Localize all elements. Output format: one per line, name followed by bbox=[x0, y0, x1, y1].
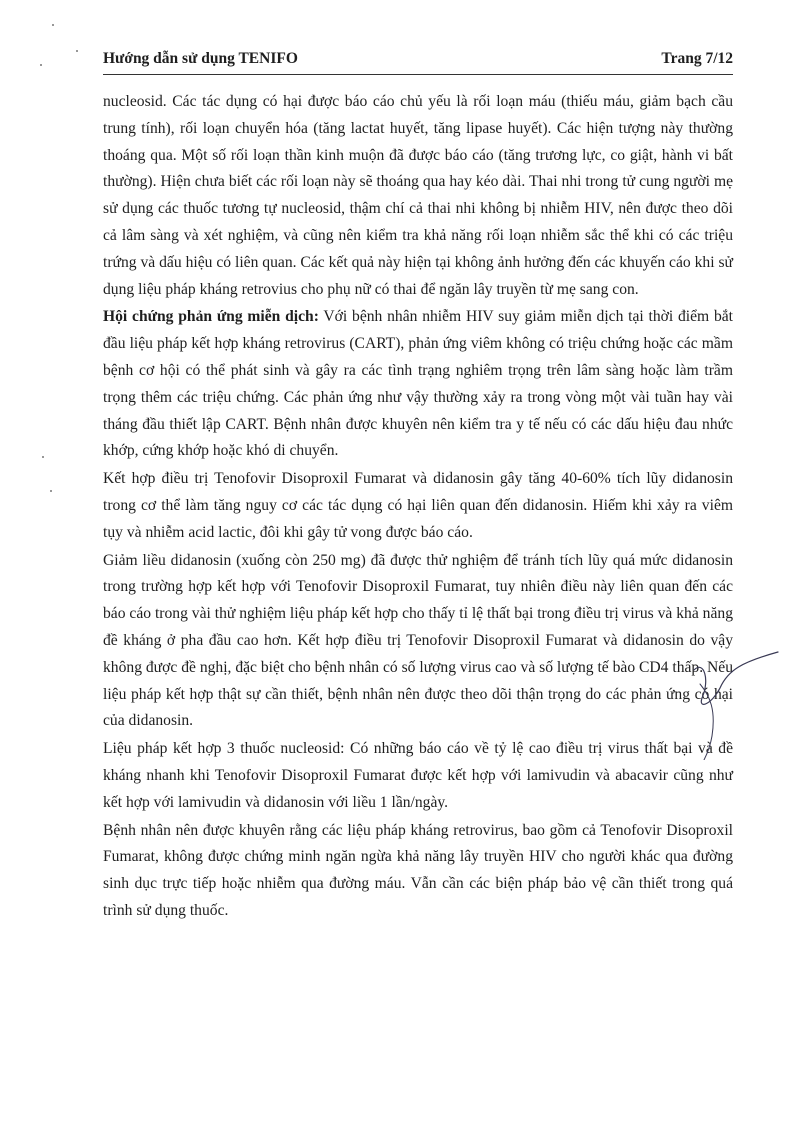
paragraph bbox=[103, 466, 733, 546]
paragraph-text: Liệu pháp kết hợp 3 thuốc nucleosid: Có những báo cáo về tỷ lệ cao điều trị virus thất bại và đề kháng nhanh khi Tenofovir Disoproxil Fumarat được kết hợp với lamivudin và abacavir cũng như kết hợp với lamivudin và didanosin với liều 1 lần/ngày. bbox=[103, 740, 733, 811]
scan-speck bbox=[76, 50, 78, 52]
scan-speck bbox=[42, 456, 44, 458]
paragraph-text: Bệnh nhân nên được khuyên rằng các liệu pháp kháng retrovirus, bao gồm cả Tenofovir Disoproxil Fumarat, không được chứng minh ngăn ngừa khả năng lây truyền HIV cho người khác qua đường sinh dục trực tiếp hoặc nhiễm qua đường máu. Vẫn cần các biện pháp bảo vệ cần thiết trong quá trình sử dụng thuốc. bbox=[103, 821, 733, 919]
paragraph-text: nucleosid. Các tác dụng có hại được báo cáo chủ yếu là rối loạn máu (thiếu máu, giảm bạch cầu trung tính), rối loạn chuyển hóa (tăng lactat huyết, tăng lipase huyết). Các hiện tượng này thường thoáng qua. Một số rối loạn thần kinh muộn đã được báo cáo (tăng trương lực, co giật, hành vi bất thường). Hiện chưa biết các rối loạn này sẽ thoáng qua hay kéo dài. Thai nhi trong tử cung người mẹ sử dụng các thuốc tương tự nucleosid, thậm chí cả thai nhi không bị nhiễm HIV, nên được theo dõi cả lâm sàng và xét nghiệm, và cũng nên kiểm tra khả năng rối loạn nhiễm sắc thể khi có các triệu trứng và dấu hiệu có liên quan. Các kết quả này hiện tại không ảnh hưởng đến các khuyến cáo khi sử dụng liệu pháp kháng retrovius cho phụ nữ có thai để ngăn lây truyền từ mẹ sang con. bbox=[103, 93, 733, 298]
paragraph-text: Kết hợp điều trị Tenofovir Disoproxil Fumarat và didanosin gây tăng 40-60% tích lũy didanosin trong cơ thể làm tăng nguy cơ các tác dụng có hại liên quan đến didanosin. Hiếm khi xảy ra viêm tụy và nhiễm acid lactic, đôi khi gây tử vong được báo cáo. bbox=[103, 470, 733, 541]
paragraph bbox=[103, 548, 733, 736]
paragraph-text: Giảm liều didanosin (xuống còn 250 mg) đã được thử nghiệm để tránh tích lũy quá mức didanosin trong trường hợp kết hợp với Tenofovir Disoproxil Fumarat, tuy nhiên điều này liên quan đến các báo cáo trong vài thử nghiệm liệu pháp kết hợp cho thấy tỉ lệ thất bại trong điều trị virus và khả năng đề kháng ở pha đầu cao hơn. Kết hợp điều trị Tenofovir Disoproxil Fumarat và didanosin do vậy không được đề nghị, đặc biệt cho bệnh nhân có số lượng virus cao và số lượng tế bào CD4 thấp. Nếu liệu pháp kết hợp thật sự cần thiết, bệnh nhân nên được theo dõi thận trọng do các phản ứng có hại của didanosin. bbox=[103, 551, 733, 730]
handwritten-signature bbox=[690, 640, 780, 760]
paragraph bbox=[103, 736, 733, 816]
scan-speck bbox=[50, 490, 52, 492]
paragraph-heading: Hội chứng phản ứng miễn dịch: bbox=[103, 308, 319, 326]
page-number: Trang 7/12 bbox=[661, 50, 733, 67]
document-title: Hướng dẫn sử dụng TENIFO bbox=[103, 50, 298, 67]
body-text bbox=[103, 89, 733, 926]
paragraph bbox=[103, 304, 733, 465]
scan-speck bbox=[52, 24, 54, 26]
paragraph bbox=[103, 818, 733, 925]
page-header bbox=[103, 50, 733, 68]
paragraph-text: Với bệnh nhân nhiễm HIV suy giảm miễn dịch tại thời điểm bắt đầu liệu pháp kết hợp kháng retrovirus (CART), phản ứng viêm không có triệu chứng hoặc các mầm bệnh cơ hội có thể phát sinh và gây ra các tình trạng nghiêm trọng trên lâm sàng hoặc làm trầm trọng thêm các triệu chứng. Các phản ứng như vậy thường xảy ra trong vòng một vài tuần hay vài tháng đầu thiết lập CART. Bệnh nhân được khuyên nên kiểm tra y tế nếu có các dấu hiệu đau nhức khớp, cứng khớp hoặc khó di chuyển. bbox=[103, 308, 733, 460]
header-divider bbox=[103, 74, 733, 75]
scan-speck bbox=[40, 64, 42, 66]
paragraph bbox=[103, 89, 733, 303]
